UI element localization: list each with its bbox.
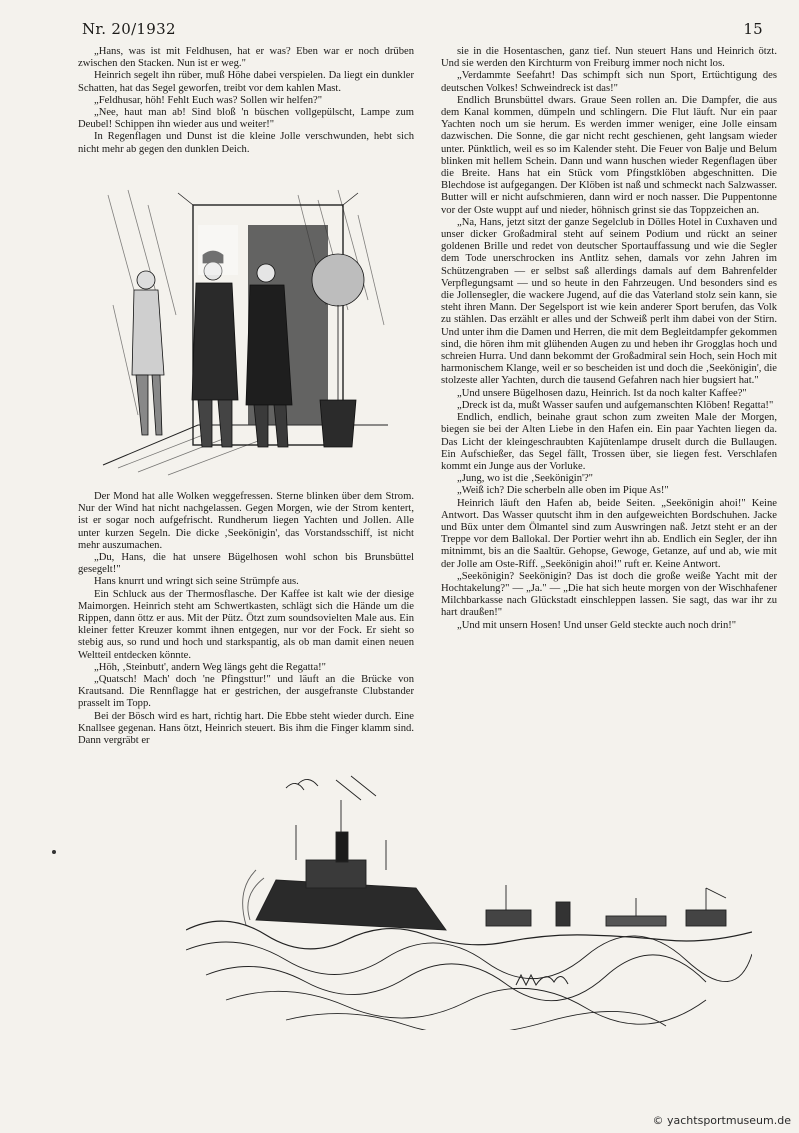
paragraph: „Verdammte Seefahrt! Das schimpft sich nun Sport, Ertüchtigung des deutschen Volkes! Schweindreck ist das!" [441,70,777,94]
issue-number: Nr. 20/1932 [82,20,176,38]
doorway-sailors-illustration [98,185,390,481]
paragraph: „Hans, was ist mit Feldhusen, hat er was? Eben war er noch drüben zwischen den Stacken. Nun ist er weg." [78,46,414,70]
paragraph: Bei der Bösch wird es hart, richtig hart. Die Ebbe steht wieder durch. Eine Knallsee gegenan. Hans ötzt, Heinrich steuert. Bis ihm die Finger klamm sind. Dann vergräbt er [78,710,414,747]
paragraph: „Dreck ist da, mußt Wasser saufen und aufgemanschten Klöben! Regatta!" [457,399,774,411]
paragraph: Endlich Brunsbüttel dwars. Graue Seen rollen an. Die Dampfer, die aus dem Kanal kommen, dümpeln und schlingern. Die Flut läuft. Nur ein paar Yachten noch um sie herum. Es werden immer weniger, eine Jolle einsam dazwischen. Die Sonne, die gar nicht recht geschienen, geht langsam wieder unter. Pünktlich, weil es so im Kalender steht. Die Feuer von Balje und Belum blinken mit hellem Schein. Dann und wann huschen wieder Regenflagen über die Breite. Hans hat ein Stück vom Pfingstklöben abgeschnitten. Die Blechdose ist aufgegangen. Der Klöben ist naß und schmeckt nach Salzwasser. Butter will er nicht aufschmieren, dann wird er noch nasser. Die Puppentonne vor der Oste wuppt auf und nieder, höhnisch grinst sie das Toppzeichen an. [441,94,777,216]
paragraph: Endlich, endlich, beinahe graut schon zum zweiten Male der Morgen, biegen sie bei der Alten Liebe in den Hafen ein. Ein paar Yachten liegen da. Das Licht der kleingeschraubten Kajütenlampe druselt durch die Bullaugen. Ein Aufschießer, das Segel fällt, Trossen über, sie liegen fest. Verschlafen kommt ein Junge aus der Vorluke. [441,412,777,472]
paragraph: Der Mond hat alle Wolken weggefressen. Sterne blinken über dem Strom. Nur der Wind hat nicht nachgelassen. Gegen Morgen, wie der Strom kentert, ist er sogar noch aufgefrischt. Rundherum liegen Yachten und Jollen. Alle unter kurzen Segeln. Die dicke ‚Seekönigin', das Vorstandsschiff, ist nicht mehr auszumachen. [78,491,414,551]
paragraph: „Weiß ich? Die scherbeln alle oben im Pique As!" [457,485,669,497]
paragraph: Hans knurrt und wringt sich seine Strümpfe aus. [94,576,299,588]
paragraph: „Feldhusar, höh! Fehlt Euch was? Sollen wir helfen?" [94,94,323,106]
steamship-sea-illustration [186,770,752,1030]
left-column-bottom [78,491,414,747]
paragraph: Heinrich läuft den Hafen ab, beide Seiten. „Seekönigin ahoi!" Keine Antwort. Das Wasser quutscht ihm in den aufgeweichten Bordschuhen. Jacke und Büx unter dem Ölmantel sind zum Auswringen naß. Jetzt steht er an der Treppe vor dem Ballokal. Der Portier wehrt ihn ab. Endlich ein Segler, der ihn mitnimmt, bis an die Saaltür. Gehopse, Gewoge, Getanze, auf und ab, wie mit der Jolle am Oste-Riff. „Seekönigin ahoi!" ruft er. Keine Antwort. [441,497,777,570]
ink-speck [52,850,56,854]
paragraph: „Seekönigin? Seekönigin? Das ist doch die große weiße Yacht mit der Hochtakelung?" — „Ja." — „Die hat sich heute morgen von der Wischhafener Milchbarkasse nach Glückstadt einschleppen lassen. Sie sagt, das war ihr zu hart draußen!" [441,570,777,619]
paragraph: „Höh, ‚Steinbutt', andern Weg längs geht die Regatta!" [94,661,327,673]
page-number: 15 [743,20,763,38]
right-column [441,46,777,632]
paragraph: „Nee, haut man ab! Sind bloß 'n büschen vollgepülscht, Lampe zum Deubel! Schippen ihn wieder aus und weiter!" [78,107,414,131]
left-column-top [78,46,414,156]
paragraph: „Und unsere Bügelhosen dazu, Heinrich. Ist da noch kalter Kaffee?" [457,387,747,399]
copyright-watermark: © yachtsportmuseum.de [652,1114,791,1127]
paragraph: Ein Schluck aus der Thermosflasche. Der Kaffee ist kalt wie der diesige Maimorgen. Heinrich steht am Schwertkasten, schlägt sich die Hände um die Rippen, dann öttz er aus. Mit der Pütz. Ötzt zum soundsovielten Male aus. Ein kleiner fetter Kreuzer kommt ihnen entgegen, nur vor der Fock. Er sieht so stebig aus, so rund und hoch und starkspantig, als ob man damit einen neuen Weltteil entdecken könnte. [78,588,414,661]
paragraph: „Na, Hans, jetzt sitzt der ganze Segelclub in Dölles Hotel in Cuxhaven und unser dicker Großadmiral steht auf seinem Podium und rückt an seiner goldenen Brille und redet von deutscher Sportauffassung und wie die Segler dem Tode unerschrocken ins Antlitz sehen, damals vor zehn Jahren im Schützengraben — er selbst saß allerdings damals auf dem Bahrenfelder Verpflegungsamt — und so heute in den Fahrzeugen. Und besonders sind es die Jollensegler, die wackere Jugend, auf die das Vaterland stolz sein kann, sie steht ihren Mann. Der Segelsport ist wie kein anderer Sport berufen, das Volk zu stählen. Das erzählt er alles und der Schweiß perlt ihm dabei von der Stirn. Und unter ihm die Damen und Herren, die mit dem Begleitdampfer gekommen sind, die hören ihm mit glühenden Augen zu und heben ihr Grogglas hoch und schreien Hurra. Und dann bekommt der Großadmiral sein Hoch, sein Hoch mit harmonischem Klange, weil er so bescheiden ist und doch die ‚Seekönigin', die stolzeste aller Yachten, durch die tausend Gefahren nach hier bugsiert hat." [441,216,777,387]
paragraph: „Quatsch! Mach' doch 'ne Pfingsttur!" und läuft an die Brücke von Krautsand. Die Rennflagge hat er gestrichen, der ausgefranste Clubstander prasselt im Topp. [78,674,414,710]
paragraph: sie in die Hosentaschen, ganz tief. Nun steuert Hans und Heinrich ötzt. Und sie werden den Kirchturm von Freiburg immer noch nicht los. [441,46,777,70]
paragraph: „Jung, wo ist die ‚Seekönigin'?" [457,473,593,485]
paragraph: Heinrich segelt ihn rüber, muß Höhe dabei verspielen. Da liegt ein dunkler Schatten, hat das Segel geworfen, treibt vor dem kahlen Mast. [78,70,414,94]
paragraph: In Regenflagen und Dunst ist die kleine Jolle verschwunden, hebt sich nicht mehr ab gegen den dunklen Deich. [78,131,414,155]
paragraph: „Du, Hans, die hat unsere Bügelhosen wohl schon bis Brunsbüttel gesegelt!" [78,552,414,576]
paragraph: „Und mit unsern Hosen! Und unser Geld steckte auch noch drin!" [457,619,737,631]
